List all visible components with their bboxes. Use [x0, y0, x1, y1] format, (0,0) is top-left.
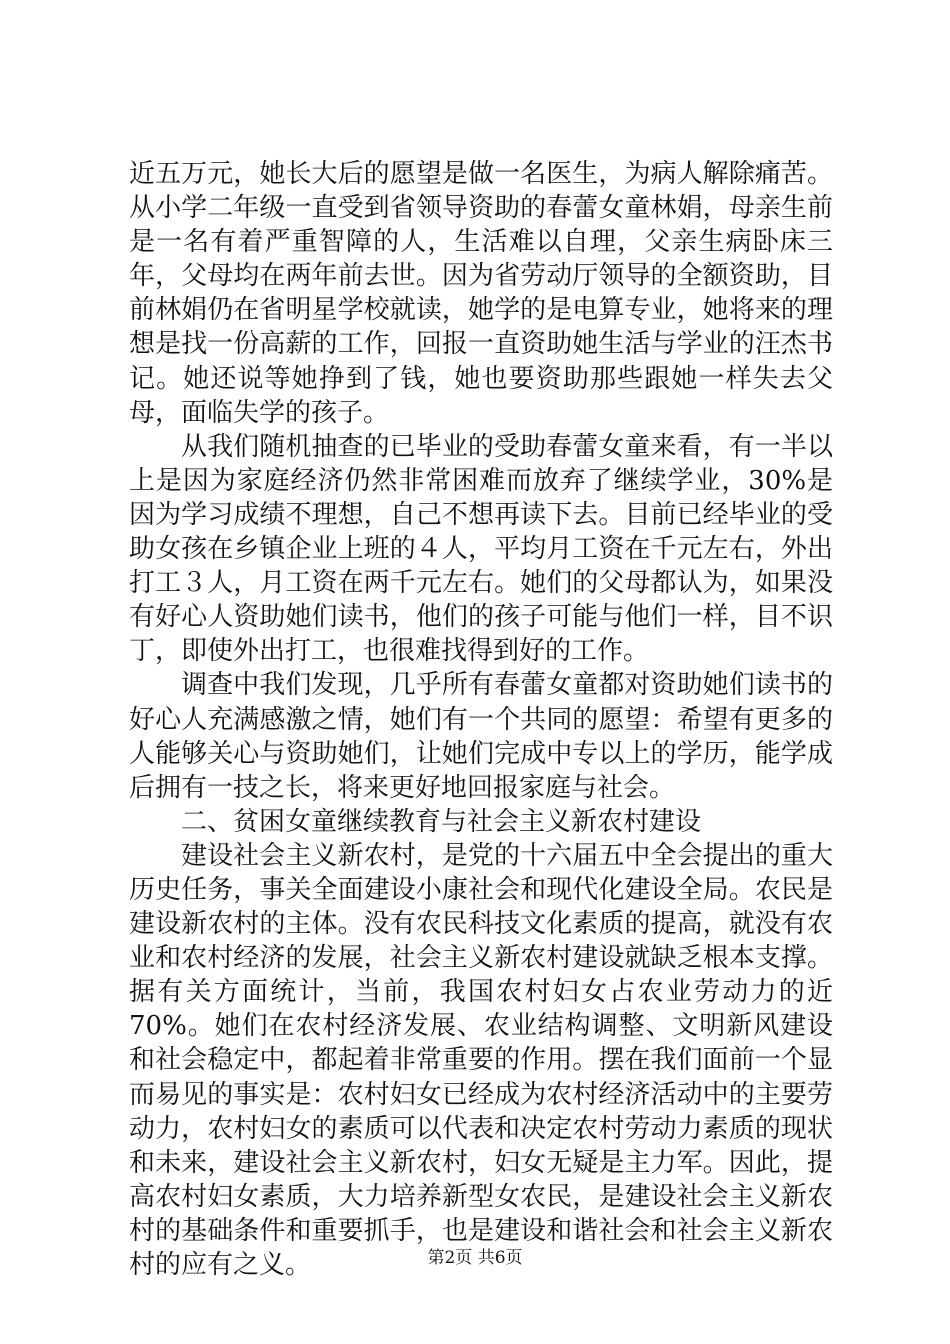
paragraph-gratitude: 调查中我们发现，几乎所有春蕾女童都对资助她们读书的好心人充满感激之情，她们有一个共同的愿望：希望有更多的人能够关心与资助她们，让她们完成中专以上的学历，能学成后拥有一技之长，将来更好地回报家庭与社会。 — [129, 670, 833, 803]
page-footer: 第2页 共6页 — [427, 1248, 523, 1268]
paragraph-new-countryside: 建设社会主义新农村，是党的十六届五中全会提出的重大历史任务，事关全面建设小康社会和现代化建设全局。农民是建设新农村的主体。没有农民科技文化素质的提高，就没有农业和农村经济的发展，社会主义新农村建设就缺乏根本支撑。据有关方面统计，当前，我国农村妇女占农业劳动力的近70%。她们在农村经济发展、农业结构调整、文明新风建设和社会稳定中，都起着非常重要的作用。摆在我们面前一个显而易见的事实是：农村妇女已经成为农村经济活动中的主要劳动力，农村妇女的素质可以代表和决定农村劳动力素质的现状和未来，建设社会主义新农村，妇女无疑是主力军。因此，提高农村妇女素质，大力培养新型女农民，是建设社会主义新农村的基础条件和重要抓手，也是建设和谐社会和社会主义新农村的应有之义。 — [129, 840, 833, 1280]
paragraph-continued: 近五万元，她长大后的愿望是做一名医生，为病人解除痛苦。从小学二年级一直受到省领导资助的春蕾女童林娟，母亲生前是一名有着严重智障的人，生活难以自理，父亲生病卧床三年，父母均在两年前去世。因为省劳动厅领导的全额资助，目前林娟仍在省明星学校就读，她学的是电算专业，她将来的理想是找一份高薪的工作，回报一直资助她生活与学业的汪杰书记。她还说等她挣到了钱，她也要资助那些跟她一样失去父母，面临失学的孩子。 — [129, 159, 833, 428]
body-text — [129, 157, 833, 1282]
paragraph-graduates: 从我们随机抽查的已毕业的受助春蕾女童来看，有一半以上是因为家庭经济仍然非常困难而放弃了继续学业，30%是因为学习成绩不理想，自己不想再读下去。目前已经毕业的受助女孩在乡镇企业上班的４人，平均月工资在千元左右，外出打工３人，月工资在两千元左右。她们的父母都认为，如果没有好心人资助她们读书，他们的孩子可能与他们一样，目不识丁，即使外出打工，也很难找得到好的工作。 — [129, 431, 833, 667]
section-heading: 二、贫困女童继续教育与社会主义新农村建设 — [181, 806, 702, 837]
